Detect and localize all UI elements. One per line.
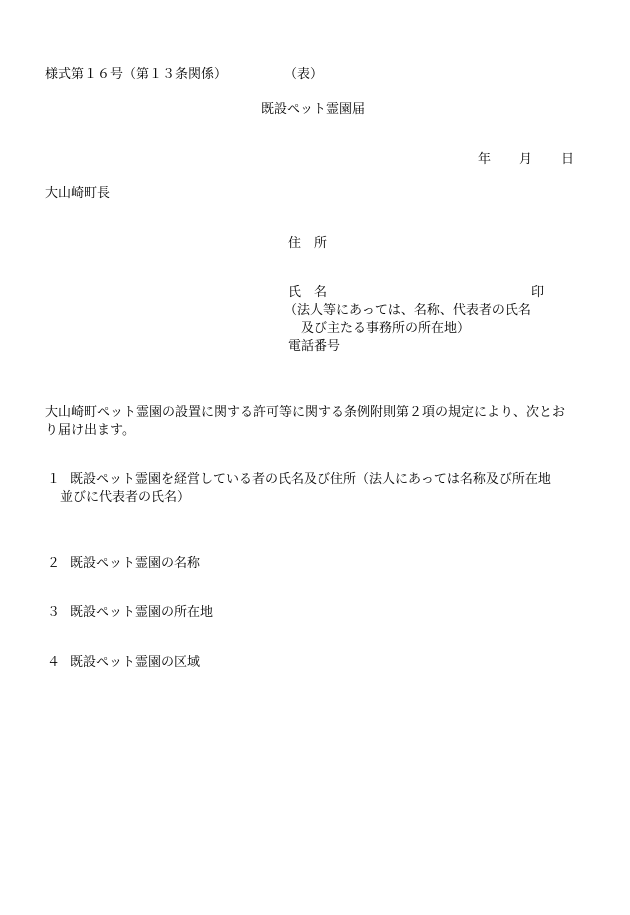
seal-mark: 印 bbox=[531, 285, 545, 300]
body-text-line-1: 大山崎町ペット霊園の設置に関する許可等に関する条例附則第２項の規定により、次とお bbox=[45, 405, 566, 420]
body-text-line-2: り届け出ます。 bbox=[45, 423, 135, 438]
name-label: 氏 名 bbox=[288, 285, 328, 300]
item-1-number: １ bbox=[47, 472, 61, 487]
document-title: 既設ペット霊園届 bbox=[261, 102, 366, 117]
date-month-label: 月 bbox=[519, 152, 533, 167]
addressee: 大山崎町長 bbox=[45, 186, 111, 201]
item-2-number: ２ bbox=[47, 556, 61, 571]
corporation-note-line-1: （法人等にあっては、名称、代表者の氏名 bbox=[284, 303, 531, 318]
item-1-text-line-1: 既設ペット霊園を経営している者の氏名及び住所（法人にあっては名称及び所在地 bbox=[70, 472, 551, 487]
item-4-text: 既設ペット霊園の区域 bbox=[70, 655, 201, 670]
side-label: （表） bbox=[284, 67, 324, 82]
phone-label: 電話番号 bbox=[288, 339, 341, 354]
item-3-text: 既設ペット霊園の所在地 bbox=[70, 605, 214, 620]
date-year-label: 年 bbox=[478, 152, 492, 167]
date-day-label: 日 bbox=[561, 152, 575, 167]
item-4-number: ４ bbox=[47, 655, 61, 670]
item-1-text-line-2: 並びに代表者の氏名） bbox=[60, 490, 191, 505]
corporation-note-line-2: 及び主たる事務所の所在地） bbox=[301, 321, 471, 336]
item-3-number: ３ bbox=[47, 605, 61, 620]
item-2-text: 既設ペット霊園の名称 bbox=[70, 556, 201, 571]
address-label: 住 所 bbox=[288, 236, 328, 251]
form-number: 様式第１６号（第１３条関係） bbox=[45, 67, 228, 82]
